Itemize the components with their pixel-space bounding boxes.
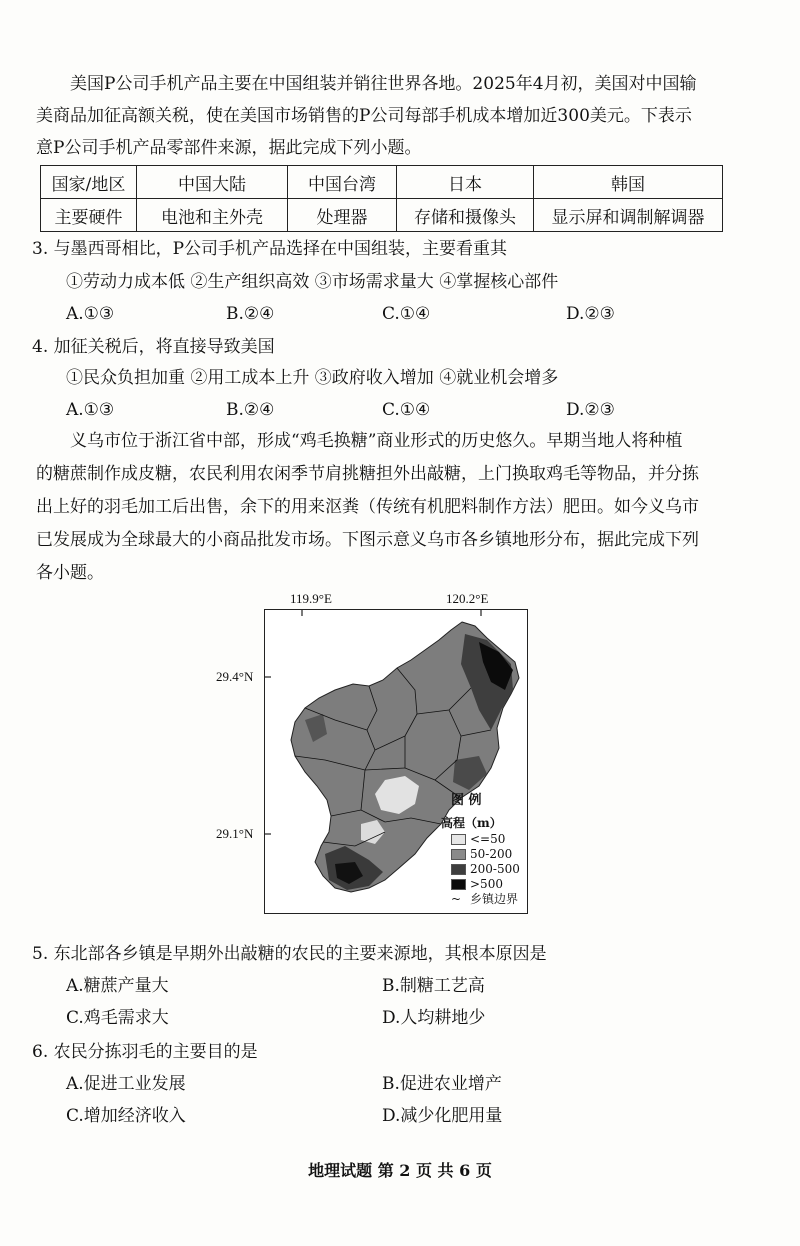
option-a[interactable]: A.①③ [66,400,115,420]
legend-item [451,847,512,861]
page-footer: 地理试题 第 2 页 共 6 页 [308,1161,492,1180]
table-cell: 电池和主外壳 [137,199,288,232]
option-d[interactable]: D.人均耕地少 [382,1008,486,1028]
passage-tariff [36,68,766,164]
passage-line: 出上好的羽毛加工后出售，余下的用来沤粪（传统有机肥料制作方法）肥田。如今义乌市 [36,497,699,517]
option-b[interactable]: B.促进农业增产 [382,1074,502,1094]
table-cell: 韩国 [534,166,723,199]
table-cell: 中国大陆 [137,166,288,199]
option-a[interactable]: A.促进工业发展 [66,1074,186,1094]
passage-line: 美商品加征高额关税，使在美国市场销售的P公司每部手机成本增加近300美元。下表示 [36,106,692,126]
lon-label: 120.2°E [446,591,489,606]
legend-swatch [451,849,466,860]
option-c[interactable]: C.增加经济收入 [66,1106,186,1126]
question-3-items: ①劳动力成本低 ②生产组织高效 ③市场需求量大 ④掌握核心部件 [66,272,559,292]
legend-label: 乡镇边界 [470,892,519,906]
legend-item [451,877,503,891]
question-3-stem: 3. 与墨西哥相比，P公司手机产品选择在中国组装，主要看重其 [32,239,508,259]
legend-subtitle: 高程（m） [441,816,502,830]
table-cell: 处理器 [288,199,397,232]
table-row [41,166,723,199]
table-cell: 主要硬件 [41,199,137,232]
table-cell: 国家/地区 [41,166,137,199]
lon-label: 119.9°E [290,591,332,606]
option-b[interactable]: B.制糖工艺高 [382,976,485,996]
legend-item [451,862,520,876]
option-d[interactable]: D.②③ [566,400,615,420]
option-c[interactable]: C.鸡毛需求大 [66,1008,169,1028]
question-6-stem: 6. 农民分拣羽毛的主要目的是 [32,1042,258,1062]
question-5-stem: 5. 东北部各乡镇是早期外出敲糖的农民的主要来源地，其根本原因是 [32,944,547,964]
option-c[interactable]: C.①④ [382,400,431,420]
table-cell: 中国台湾 [288,166,397,199]
passage-line: 已发展成为全球最大的小商品批发市场。下图示意义乌市各乡镇地形分布，据此完成下列 [36,530,699,550]
passage-line: 的糖蔗制作成皮糖，农民利用农闲季节肩挑糖担外出敲糖，上门换取鸡毛等物品，并分拣 [36,464,699,484]
table-cell: 存储和摄像头 [397,199,534,232]
legend-label: >500 [470,877,503,891]
question-4-stem: 4. 加征关税后，将直接导致美国 [32,337,275,357]
passage-line: 各小题。 [36,563,104,583]
legend-label: 200-500 [470,862,520,876]
option-d[interactable]: D.②③ [566,304,615,324]
option-c[interactable]: C.①④ [382,304,431,324]
legend-item [451,832,505,846]
legend-swatch [451,864,466,875]
lat-label: 29.1°N [216,826,254,841]
passage-line: 义乌市位于浙江省中部，形成“鸡毛换糖”商业形式的历史悠久。早期当地人将种植 [70,431,683,451]
legend-title: 图 例 [451,793,482,808]
legend-label: <=50 [470,832,506,846]
option-b[interactable]: B.②④ [226,304,275,324]
question-4-items: ①民众负担加重 ②用工成本上升 ③政府收入增加 ④就业机会增多 [66,368,559,388]
parts-source-table [40,165,723,232]
table-row [41,199,723,232]
yiwu-terrain-map [264,609,528,914]
legend-item [451,892,518,906]
passage-yiwu [36,425,766,590]
legend-swatch [451,879,466,890]
option-d[interactable]: D.减少化肥用量 [382,1106,503,1126]
option-a[interactable]: A.①③ [66,304,115,324]
option-a[interactable]: A.糖蔗产量大 [66,976,169,996]
passage-line: 意P公司手机产品零部件来源，据此完成下列小题。 [36,138,422,158]
table-cell: 显示屏和调制解调器 [534,199,723,232]
option-b[interactable]: B.②④ [226,400,275,420]
passage-line: 美国P公司手机产品主要在中国组装并销往世界各地。2025年4月初，美国对中国输 [70,74,697,94]
legend-swatch [451,834,466,845]
legend-label: 50-200 [470,847,513,861]
lat-label: 29.4°N [216,669,254,684]
table-cell: 日本 [397,166,534,199]
boundary-line-icon: ~ [451,892,462,906]
